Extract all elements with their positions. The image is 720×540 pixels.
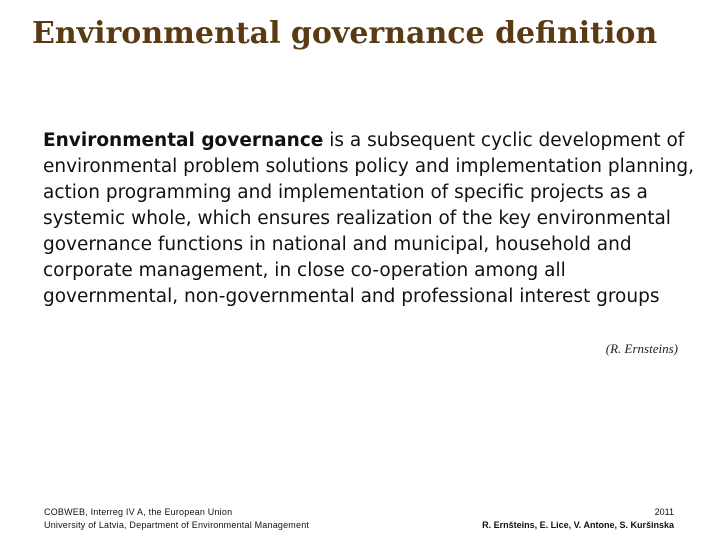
footer-right	[482, 506, 674, 532]
footer-authors: R. Ernšteins, E. Lice, V. Antone, S. Kuršinska	[482, 520, 674, 530]
citation: (R. Ernsteins)	[605, 341, 678, 356]
definition-term: Environmental governance	[43, 130, 324, 151]
slide-title: Environmental governance definition	[32, 16, 658, 51]
definition-paragraph	[43, 128, 703, 310]
footer-project: COBWEB, Interreg IV A, the European Union	[44, 507, 233, 517]
footer-left	[44, 506, 309, 532]
definition-text: is a subsequent cyclic development of environmental problem solutions policy and implementation planning, action programming and implementation of specific projects as a systemic whole, which ensures realization of the key environmental governance functions in national and municipal, household and corporate management, in close co-operation among all governmental, non-governmental and professional interest groups	[43, 130, 695, 307]
footer-year: 2011	[654, 507, 674, 517]
footer-university: University of Latvia, Department of Environmental Management	[44, 520, 310, 530]
